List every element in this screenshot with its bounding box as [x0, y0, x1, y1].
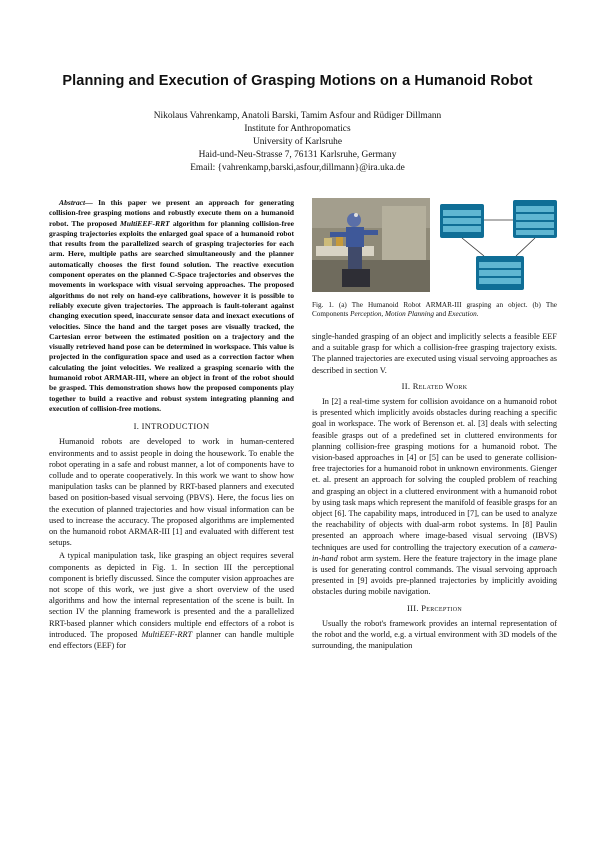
caption-motion-planning: Motion Planning: [385, 310, 434, 319]
address: Haid-und-Neu-Strasse 7, 76131 Karlsruhe, Germany: [198, 150, 397, 160]
figure-caption: [312, 301, 557, 319]
related-paragraph: [312, 396, 557, 598]
paper-title: Planning and Execution of Grasping Motions on a Humanoid Robot: [62, 73, 533, 89]
university: University of Karlsruhe: [252, 137, 343, 147]
section-heading-introduction: I. INTRODUCTION: [133, 421, 210, 432]
intro-p2-b: planner can handle multiple end effectors (EEF) for: [49, 629, 294, 651]
author-block: [40, 110, 555, 175]
components-diagram: [440, 198, 557, 292]
perception-title: Perception: [421, 602, 462, 613]
figure-1: [312, 198, 557, 293]
left-column: [49, 198, 294, 653]
related-p1-em: camera-in-hand: [312, 542, 557, 563]
abstract-text-2: algorithm for planning collision-free grasping trajectories exploits the enlarged goal space of a humanoid robot that results from the parallelized search of grasping trajectories for each arm. Here, multiple paths are searched simultaneously and the planner automatically chooses the first found solution. The reactive execution component operates on the planned C-Space trajectories and observes the movements in workspace with visual servoing approaches. The proposed algorithms do not rely on hand-eye calibrations, however it is possible to reliably execute given trajectories. The approach is fault-tolerant against changing execution speed, inaccurate sensor data and inexact executions of velocities. Since the hand and the target poses are visually tracked, the Cartesian error between the estimated position on a trajectory and the visually retrieved hand pose can be determined in workspace. This value is projected in the configuration space and used as a correction factor when calculating the joint velocities. We realized a grasping scenario with the humanoid robot ARMAR-III, where an object in front of the robot should be grasped. This demonstration shows how the proposed components play together to build a reactive and robust system integrating planning and execution of collision-free motions.: [49, 218, 294, 413]
abstract-lead: Abstract: [59, 198, 86, 207]
robot-photo-illustration: [312, 198, 430, 292]
authors: Nikolaus Vahrenkamp, Anatoli Barski, Tamim Asfour and Rüdiger Dillmann: [153, 111, 442, 121]
perception-paragraph: Usually the robot's framework provides an internal representation of the robot and the world, e.g. a virtual environment with 3D models of the surrounding, the manipulation: [312, 618, 557, 651]
perception-number: III.: [407, 602, 419, 613]
right-continuation-paragraph: single-handed grasping of an object and implicitly selects a feasible EEF and a suitable grasp for which a collision-free grasping trajectory exists. The planned trajectories are executed using visual servoing approaches as described in section V.: [312, 332, 557, 375]
section-heading-perception: [312, 603, 557, 614]
abstract-dash: —: [85, 198, 99, 207]
related-title: Related Work: [412, 380, 468, 391]
intro-p2-algo: MultiEEF-RRT: [141, 629, 193, 639]
intro-paragraph-1: Humanoid robots are developed to work in human-centered environments and to assist people in doing the housework. To enable the robot operating in a safe and robust manner, a lot of components have to collude and to operate cooperatively. In this work we want to show how manipulation tasks can be planned by RRT-based planners and executed based on position-based visual servoing (PBVS). Here, the focus lies on the execution of planned trajectories and how visual information can be used to increase the accuracy. The proposed algorithms are implemented on the humanoid robot ARMAR-III [1] and evaluated with different test setups.: [49, 437, 294, 548]
caption-and: and: [433, 310, 448, 319]
abstract-text-1: In this paper we present an approach for generating collision-free grasping motions and robustly execute them on a humanoid robot. The proposed: [49, 198, 294, 228]
related-number: II.: [401, 380, 411, 391]
right-column: [312, 331, 557, 653]
intro-p2-a: A typical manipulation task, like grasping an object requires several components as depicted in Fig. 1. In section III the perceptional component is briefly discussed. Since the computer vision approaches are not scope of this work, we just give a short overview of the used algorithms and how the internal representation of the scene is built. In section IV the planning framework is presented and the a parallelized RRT-based planner which considers multiple end effectors of a robot is introduced. The proposed: [49, 551, 294, 639]
caption-perception: Perception: [350, 310, 382, 319]
caption-comma: ,: [381, 310, 386, 319]
components-diagram-graphic: [440, 198, 557, 292]
robot-photo: [312, 198, 430, 292]
abstract-algo: MultiEEF-RRT: [120, 218, 170, 228]
caption-period: .: [476, 310, 479, 319]
abstract: [49, 198, 294, 414]
caption-execution: Execution: [447, 310, 477, 319]
section-heading-related-work: [312, 381, 557, 392]
related-p1-b: robot arm system. Here the feature trajectory in the image plane is used for generating control commands. The visual servoing approach presented in [9] avoids pre-planned trajectories by implicitly avoiding obstacles during mobile navigation.: [312, 553, 557, 597]
institute: Institute for Anthropomatics: [244, 124, 351, 134]
related-p1-a: In [2] a real-time system for collision avoidance on a humanoid robot is presented which implicitly avoids obstacles during reaching a specific goal in workspace. The work of Berenson et. al. [3] deals with selecting feasible grasps out of a predefined set in cluttered environments for planning collision-free grasping motions for a humanoid robot. The vision-based approaches in [4] or [5] can be used to generate collision-free trajectories for a humanoid robot in unknown environments. Gienger et. al. present an approach for solving the coupled problem of reaching and grasping an object in a cluttered environment with a humanoid robot by using task maps which represent the manifold of feasible grasps for an object [6]. The capability maps, introduced in [7], can be used to analyze the reachability of objects with dual-arm robot systems. In [8] Paulin presented an approach where image-based visual servoing (IBVS) techniques are used for controlling the trajectory execution of a: [312, 397, 557, 552]
email: Email: {vahrenkamp,barski,asfour,dillmann}@ira.uka.de: [190, 163, 405, 173]
caption-part-a: Fig. 1. (a) The Humanoid Robot ARMAR-III grasping an object. (b) The Components: [312, 301, 557, 319]
intro-paragraph-2: [49, 550, 294, 651]
